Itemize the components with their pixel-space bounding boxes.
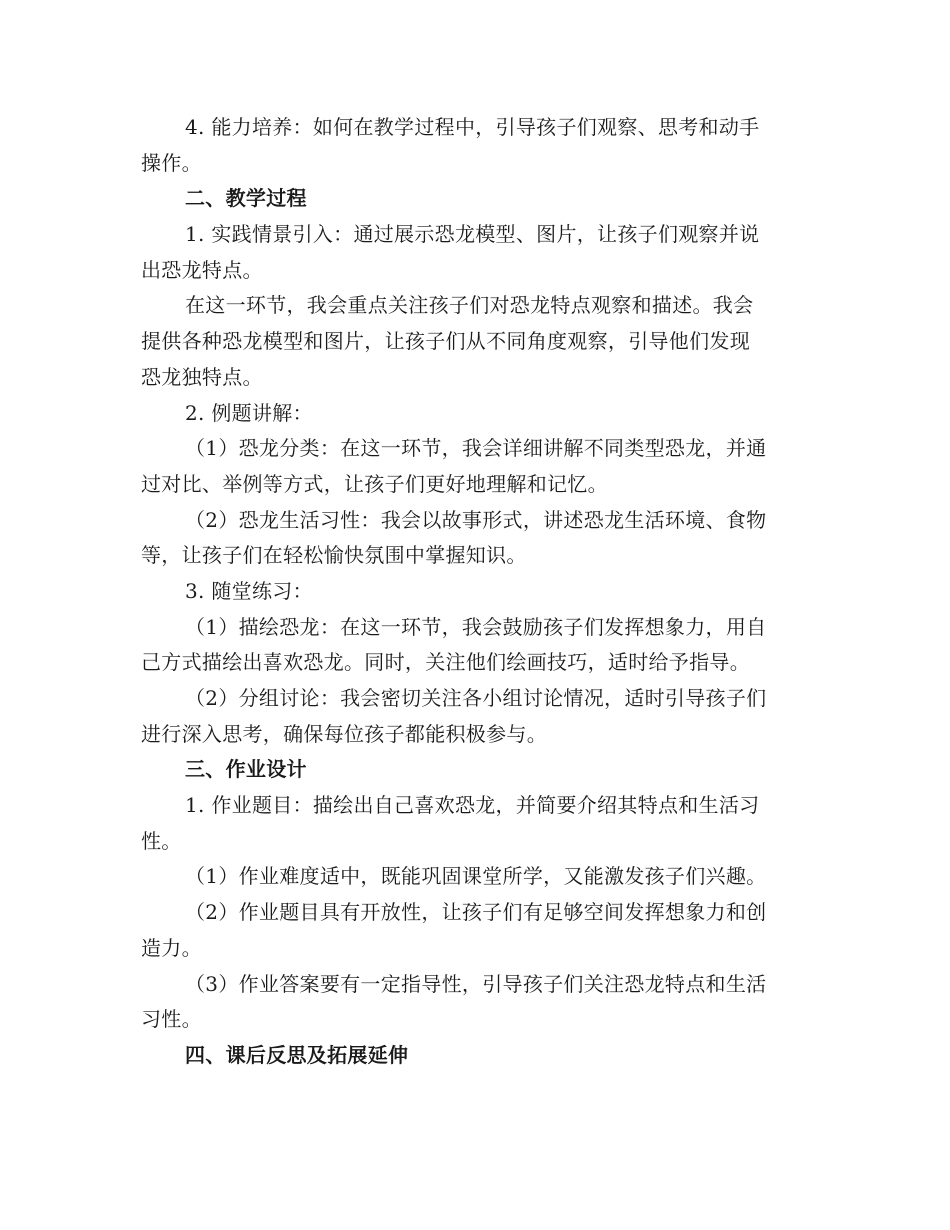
section-heading: 二、教学过程: [185, 186, 307, 211]
text-line: （1）恐龙分类：在这一环节，我会详细讲解不同类型恐龙，并通: [185, 436, 767, 461]
text-line: 性。: [141, 828, 182, 853]
text-line: 在这一环节，我会重点关注孩子们对恐龙特点观察和描述。我会: [185, 293, 754, 318]
section-heading: 四、课后反思及拓展延伸: [185, 1042, 409, 1067]
text-line: 4. 能力培养：如何在教学过程中，引导孩子们观察、思考和动手: [185, 115, 760, 139]
text-line: （2）恐龙生活习性：我会以故事形式，讲述恐龙生活环境、食物: [185, 507, 767, 532]
text-line: 操作。: [141, 150, 202, 175]
text-line: 等，让孩子们在轻松愉快氛围中掌握知识。: [141, 543, 527, 568]
text-line: 提供各种恐龙模型和图片，让孩子们从不同角度观察，引导他们发现: [141, 329, 750, 354]
text-line: （2）作业题目具有开放性，让孩子们有足够空间发挥想象力和创: [185, 900, 767, 925]
text-line: 1. 作业题目：描绘出自己喜欢恐龙，并简要介绍其特点和生活习: [185, 793, 760, 818]
text-line: 出恐龙特点。: [141, 257, 263, 282]
text-line: （3）作业答案要有一定指导性，引导孩子们关注恐龙特点和生活: [185, 971, 767, 996]
section-heading: 三、作业设计: [185, 757, 307, 782]
text-line: 2. 例题讲解：: [185, 400, 313, 425]
page-body: [141, 110, 806, 1074]
text-line: 己方式描绘出喜欢恐龙。同时，关注他们绘画技巧，适时给予指导。: [141, 650, 750, 675]
text-line: 进行深入思考，确保每位孩子都能积极参与。: [141, 721, 547, 746]
text-line: 造力。: [141, 935, 202, 960]
text-line: （1）作业难度适中，既能巩固课堂所学，又能激发孩子们兴趣。: [185, 864, 767, 889]
text-line: 恐龙独特点。: [141, 364, 263, 389]
text-line: 习性。: [141, 1007, 202, 1032]
text-line: 1. 实践情景引入：通过展示恐龙模型、图片，让孩子们观察并说: [185, 222, 760, 247]
text-line: （2）分组讨论：我会密切关注各小组讨论情况，适时引导孩子们: [185, 686, 767, 710]
text-line: 过对比、举例等方式，让孩子们更好地理解和记忆。: [141, 471, 608, 496]
text-line: （1）描绘恐龙：在这一环节，我会鼓励孩子们发挥想象力，用自: [185, 614, 767, 639]
text-line: 3. 随堂练习：: [185, 578, 313, 603]
